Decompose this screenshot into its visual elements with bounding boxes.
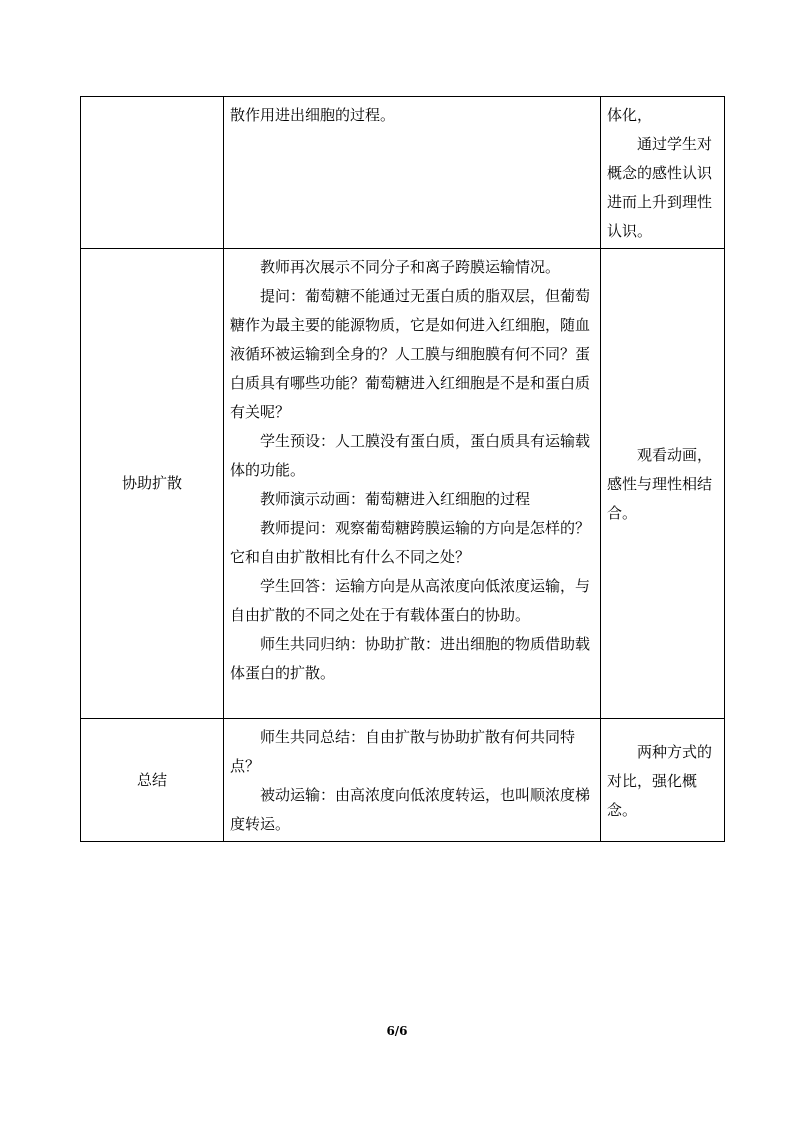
table-row: [81, 719, 725, 842]
content-paragraph: 提问：葡萄糖不能通过无蛋白质的脂双层，但葡萄糖作为最主要的能源物质，它是如何进入红细胞，随血液循环被运输到全身的？人工膜与细胞膜有何不同？蛋白质具有哪些功能？葡萄糖进入红细胞是不是和蛋白质有关呢？: [230, 287, 591, 421]
content-paragraph: 师生共同总结：自由扩散与协助扩散有何共同特点？: [230, 728, 576, 775]
stage-cell: 总结: [81, 719, 224, 842]
content-cell: [224, 719, 601, 842]
intent-paragraph: 两种方式的对比，强化概念。: [607, 742, 713, 819]
content-paragraph: 师生共同归纳：协助扩散：进出细胞的物质借助载体蛋白的扩散。: [230, 635, 591, 682]
stage-cell: [81, 97, 224, 249]
intent-cell: [601, 719, 725, 842]
content-paragraph: 学生回答：运输方向是从高浓度向低浓度运输，与自由扩散的不同之处在于有载体蛋白的协助。: [230, 577, 591, 624]
intent-paragraph: 观看动画，感性与理性相结合。: [607, 446, 713, 522]
content-paragraph: 教师再次展示不同分子和离子跨膜运输情况。: [260, 258, 561, 276]
content-cell: [224, 249, 601, 719]
content-paragraph: 教师提问：观察葡萄糖跨膜运输的方向是怎样的？它和自由扩散相比有什么不同之处？: [230, 519, 591, 566]
lesson-plan-table: [80, 96, 725, 842]
table-row: [81, 249, 725, 719]
page-number: 6/6: [386, 1024, 408, 1038]
content-paragraph: 学生预设：人工膜没有蛋白质，蛋白质具有运输载体的功能。: [230, 432, 591, 479]
content-paragraph: 散作用进出细胞的过程。: [230, 106, 396, 124]
content-paragraph: 被动运输：由高浓度向低浓度转运，也叫顺浓度梯度转运。: [230, 786, 591, 833]
stage-cell: 协助扩散: [81, 249, 224, 719]
intent-paragraph: 体化，: [607, 106, 653, 124]
intent-cell: [601, 97, 725, 249]
content-cell: [224, 97, 601, 249]
intent-cell: [601, 249, 725, 719]
intent-paragraph: 通过学生对概念的感性认识进而上升到理性认识。: [607, 135, 713, 240]
table-row: [81, 97, 725, 249]
content-paragraph: 教师演示动画：葡萄糖进入红细胞的过程: [260, 490, 531, 508]
